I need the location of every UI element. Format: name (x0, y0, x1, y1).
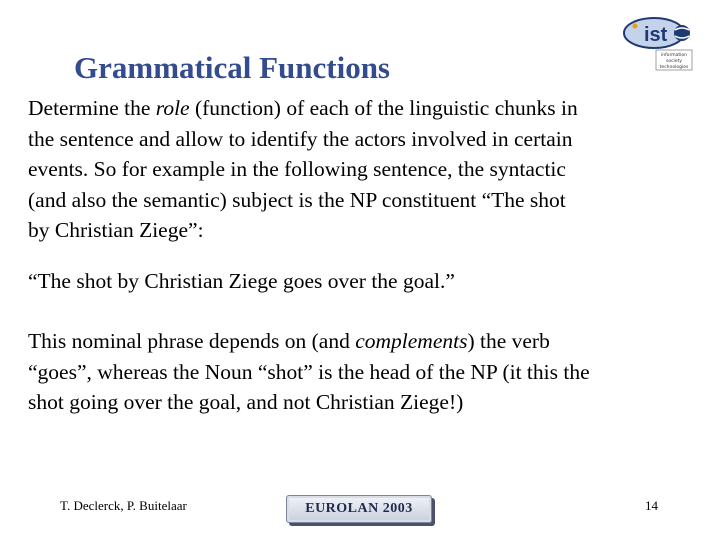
explanation-paragraph (28, 326, 590, 418)
page-number: 14 (645, 498, 658, 513)
paragraph-line: “goes”, whereas the Noun “shot” is the head of the NP (it this the (28, 359, 590, 384)
paragraph-line: events. So for example in the following sentence, the syntactic (28, 157, 566, 181)
emphasis-role: role (155, 96, 190, 120)
svg-text:society: society (665, 59, 683, 64)
paragraph-line: (and also the semantic) subject is the NP constituent “The shot (28, 187, 566, 212)
footer-authors: T. Declerck, P. Buitelaar (60, 498, 187, 513)
paragraph-line: This nominal phrase depends on (and complements) the verb (28, 329, 550, 353)
paragraph-line: the sentence and allow to identify the actors involved in certain (28, 126, 573, 151)
paragraph-line: Determine the role (function) of each of the linguistic chunks in (28, 96, 578, 120)
paragraph-line: shot going over the goal, and not Christian Ziege!) (28, 390, 464, 414)
logo-text: ist (644, 24, 668, 46)
emphasis-complements: complements (355, 329, 468, 353)
ist-logo (622, 16, 694, 72)
slide-title: Grammatical Functions (74, 50, 390, 85)
svg-text:technologies: technologies (659, 65, 689, 70)
svg-text:information: information (661, 53, 687, 58)
definition-paragraph (28, 93, 578, 246)
example-sentence: “The shot by Christian Ziege goes over the goal.” (28, 269, 455, 293)
paragraph-line: by Christian Ziege”: (28, 218, 204, 242)
eurolan-badge: EUROLAN 2003 (286, 495, 432, 523)
